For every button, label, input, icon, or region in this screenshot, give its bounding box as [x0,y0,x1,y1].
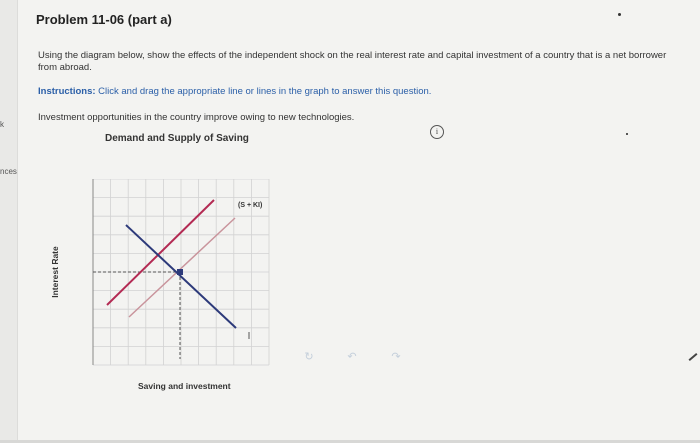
decorative-dot [618,13,621,16]
decorative-mark [626,133,628,135]
problem-title: Problem 11-06 (part a) [36,12,172,27]
problem-prompt: Using the diagram below, show the effects of the independent shock on the real interest rate and capital investment of a country that is a net borrower from abroad. [38,50,667,73]
undo-icon[interactable]: ↶ [347,351,357,363]
instructions-text: Click and drag the appropriate line or lines in the graph to answer this question. [95,86,432,97]
graph-title: Demand and Supply of Saving [105,133,249,144]
instructions [38,86,431,97]
scenario-text: Investment opportunities in the country improve owing to new technologies. [38,112,355,123]
sidebar-item-k[interactable]: k [0,120,4,129]
equilibrium-point[interactable] [177,269,183,275]
y-axis-label: Interest Rate [50,246,60,298]
info-circle-icon[interactable]: i [430,125,444,139]
decorative-mark [689,353,698,361]
redo-icon[interactable]: ↷ [391,351,401,363]
left-sidebar [0,0,18,443]
sidebar-item-nces[interactable]: nces [0,167,17,176]
x-axis-label: Saving and investment [138,381,231,391]
reset-icon[interactable]: ↻ [304,351,314,363]
supply-demand-graph[interactable] [84,179,270,369]
instructions-label: Instructions: [38,86,96,97]
supply-curve-label: (S + KI) [238,202,263,209]
